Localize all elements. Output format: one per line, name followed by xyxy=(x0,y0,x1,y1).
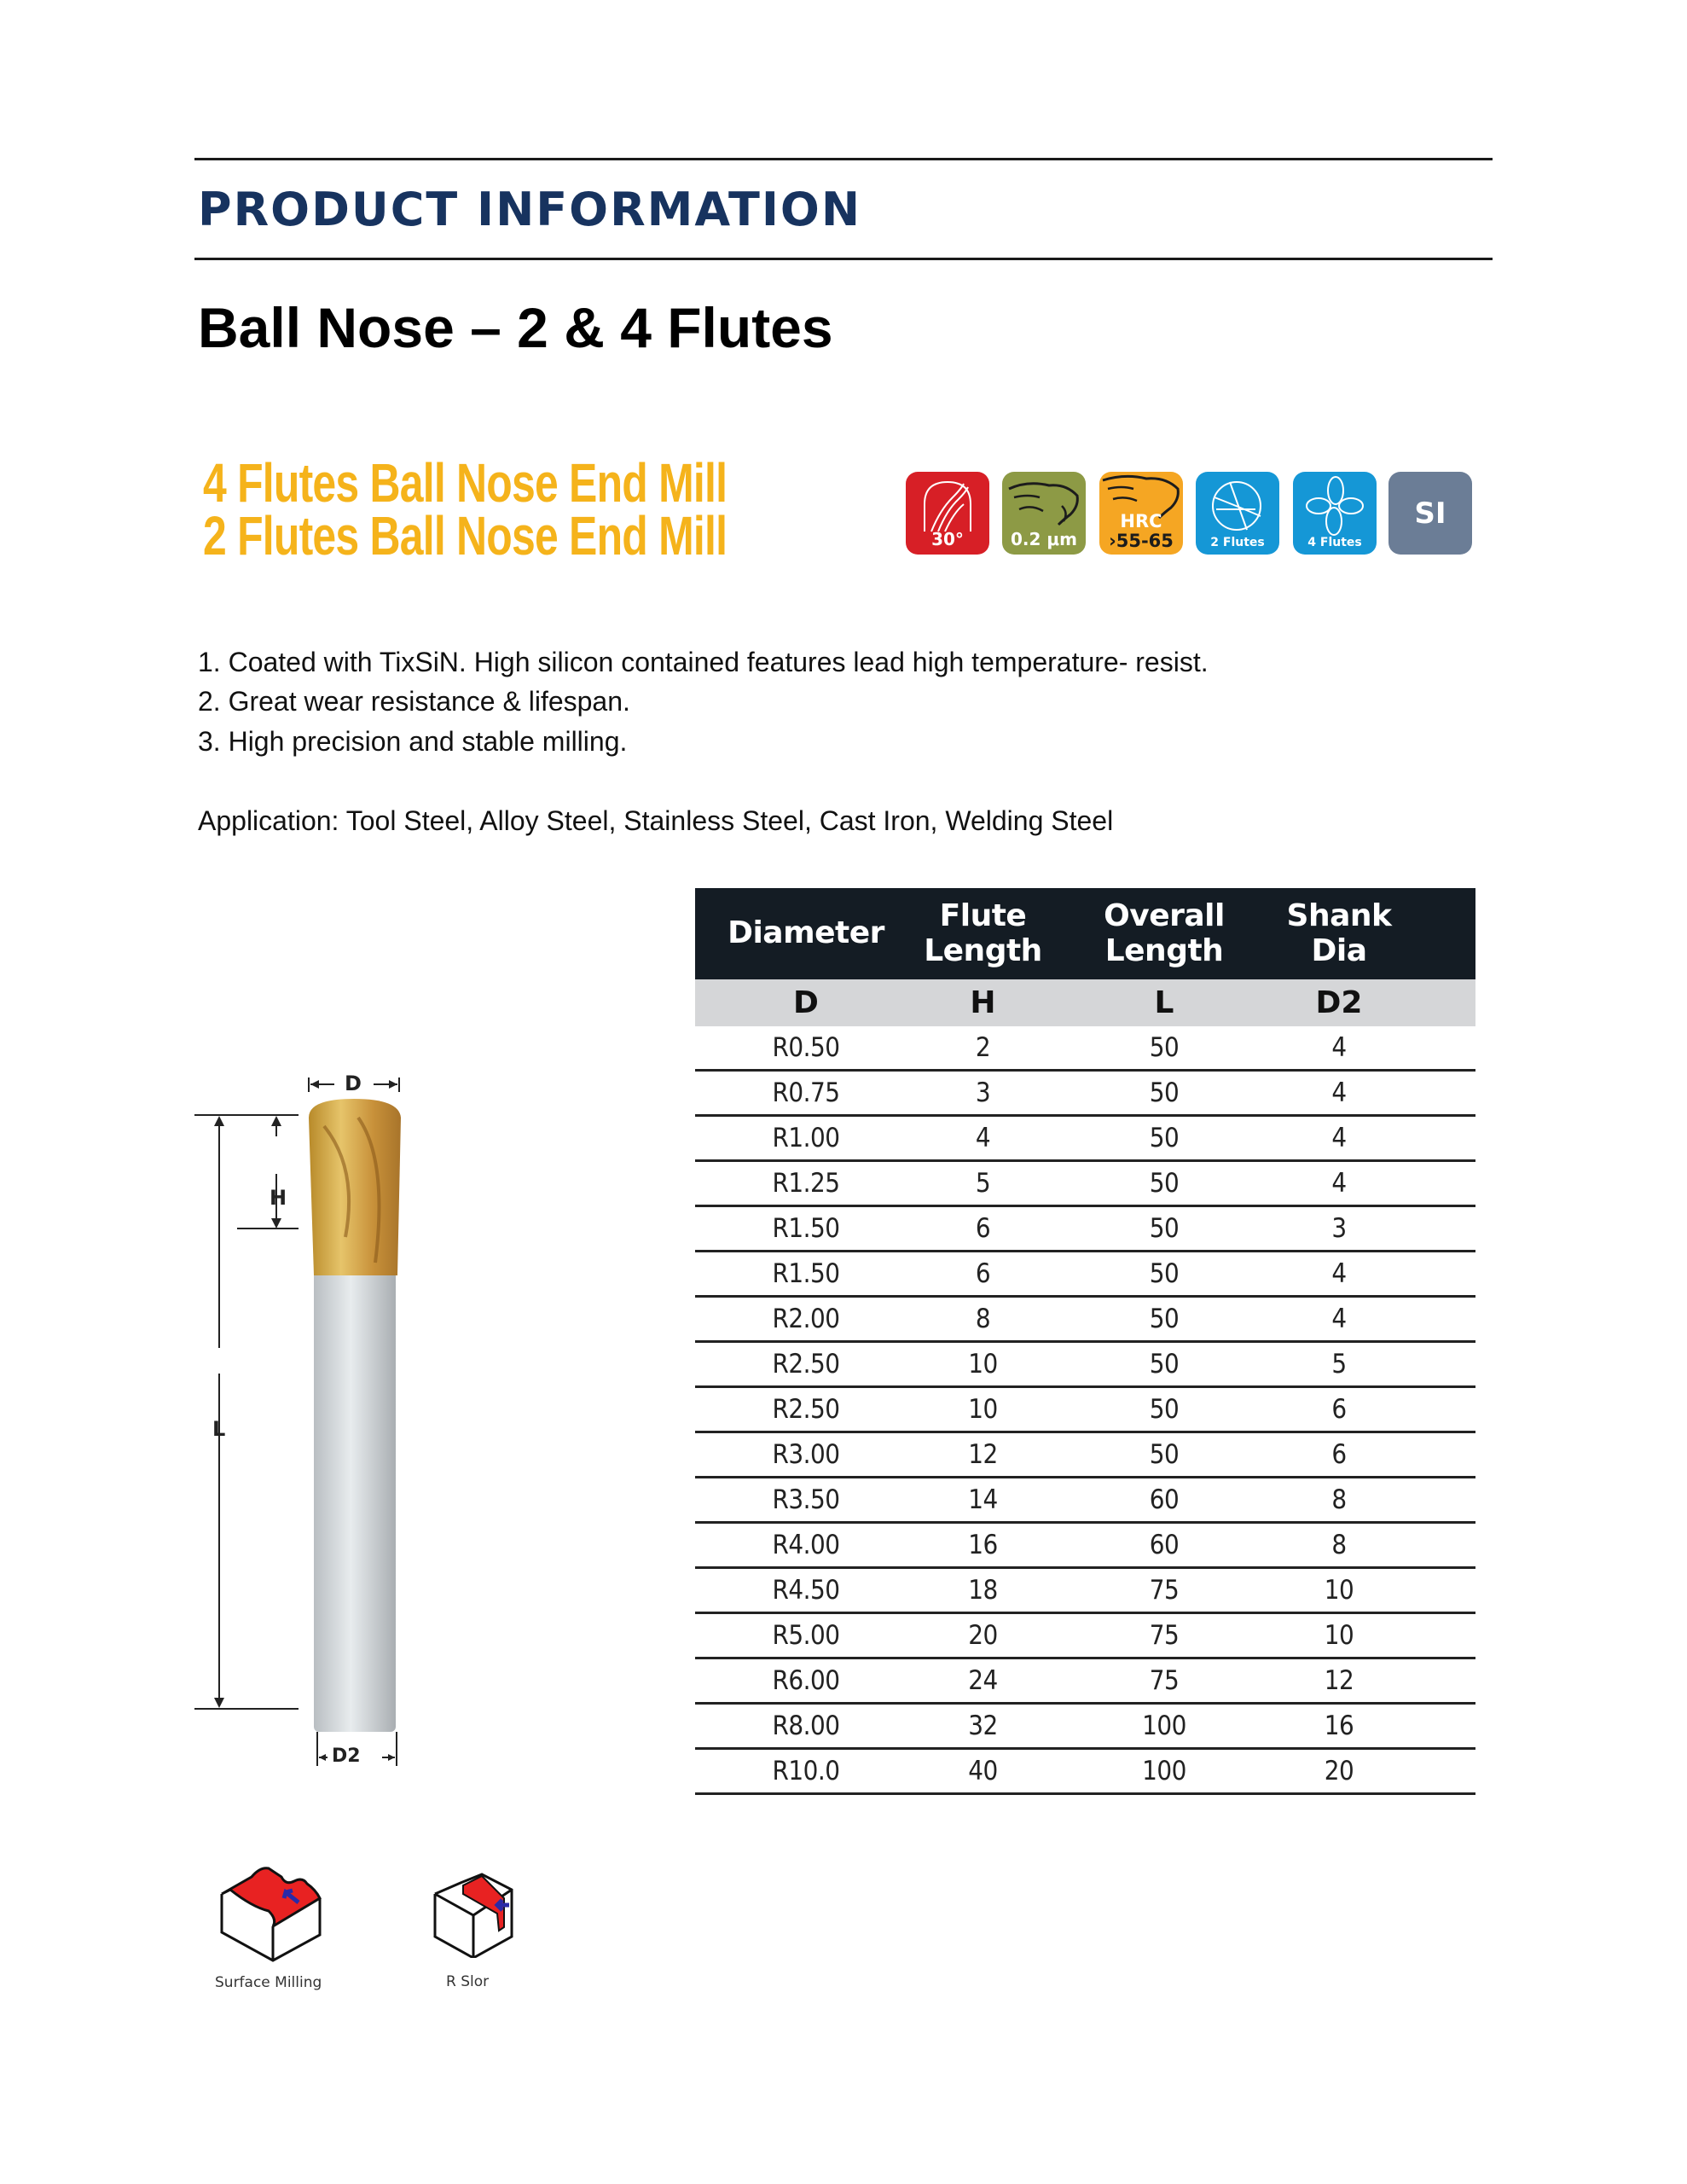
badge-4-flutes xyxy=(1293,472,1377,555)
cell-overall-length: 50 xyxy=(1149,1349,1180,1380)
end-mill-diagram xyxy=(188,1066,443,1792)
table-row xyxy=(695,1252,1475,1298)
top-divider xyxy=(194,158,1493,160)
badge-surface-finish xyxy=(1002,472,1086,555)
table-row xyxy=(695,1705,1475,1750)
dimension-label-l: L xyxy=(212,1417,226,1441)
cell-flute-length: 8 xyxy=(975,1304,991,1334)
cell-shank-dia: 4 xyxy=(1331,1168,1347,1199)
cell-shank-dia: 4 xyxy=(1331,1032,1347,1063)
table-row xyxy=(695,1433,1475,1478)
dimension-label-d2: D2 xyxy=(332,1745,361,1767)
table-row xyxy=(695,1478,1475,1524)
badge-caption-top: HRC xyxy=(1120,511,1162,531)
badge-hardness xyxy=(1099,472,1183,555)
cell-overall-length: 75 xyxy=(1149,1620,1180,1651)
cell-diameter: R6.00 xyxy=(772,1665,840,1696)
table-row xyxy=(695,1117,1475,1162)
header-text: Dia xyxy=(1311,932,1367,968)
cell-diameter: R0.50 xyxy=(772,1032,840,1063)
cell-overall-length: 50 xyxy=(1149,1032,1180,1063)
dimension-label-h: H xyxy=(270,1186,287,1210)
cell-shank-dia: 16 xyxy=(1324,1711,1354,1741)
header-text: Length xyxy=(1104,932,1224,968)
cell-overall-length: 50 xyxy=(1149,1394,1180,1425)
header-text: Overall xyxy=(1104,898,1225,934)
cell-shank-dia: 4 xyxy=(1331,1258,1347,1289)
table-row xyxy=(695,1343,1475,1388)
table-header-row xyxy=(695,888,1475,979)
header-text: Diameter xyxy=(728,915,884,951)
feature-item: 3. High precision and stable milling. xyxy=(198,726,628,757)
cell-diameter: R4.50 xyxy=(772,1575,840,1606)
table-row xyxy=(695,1614,1475,1659)
cell-shank-dia: 3 xyxy=(1331,1213,1347,1244)
badge-caption: ›55-65 xyxy=(1109,531,1174,551)
cell-flute-length: 4 xyxy=(975,1123,991,1153)
cell-overall-length: 50 xyxy=(1149,1258,1180,1289)
cell-flute-length: 24 xyxy=(968,1665,998,1696)
badge-caption: 4 Flutes xyxy=(1307,536,1362,549)
cell-diameter: R0.75 xyxy=(772,1077,840,1108)
cell-diameter: R4.00 xyxy=(772,1530,840,1560)
table-symbol-row xyxy=(695,979,1475,1026)
flute-shape xyxy=(309,1099,401,1275)
surface-milling-icon xyxy=(217,1860,328,1962)
table-row xyxy=(695,1569,1475,1614)
symbol-d2: D2 xyxy=(1315,985,1363,1020)
cell-shank-dia: 12 xyxy=(1324,1665,1354,1696)
cell-overall-length: 50 xyxy=(1149,1077,1180,1108)
cell-diameter: R1.25 xyxy=(772,1168,840,1199)
cell-flute-length: 10 xyxy=(968,1349,998,1380)
cell-flute-length: 18 xyxy=(968,1575,998,1606)
cell-overall-length: 60 xyxy=(1149,1530,1180,1560)
cell-flute-length: 14 xyxy=(968,1484,998,1515)
si-coating-icon: SI xyxy=(1414,496,1446,531)
cell-diameter: R2.50 xyxy=(772,1394,840,1425)
cell-shank-dia: 5 xyxy=(1331,1349,1347,1380)
dimension-label-d: D xyxy=(345,1072,362,1095)
badge-caption: 2 Flutes xyxy=(1210,536,1265,549)
cell-shank-dia: 4 xyxy=(1331,1304,1347,1334)
symbol-l: L xyxy=(1154,985,1174,1020)
header-text: Length xyxy=(924,932,1042,968)
cell-diameter: R10.0 xyxy=(772,1756,840,1786)
badge-2-flutes xyxy=(1196,472,1279,555)
section-title: PRODUCT INFORMATION xyxy=(198,183,862,236)
cell-shank-dia: 4 xyxy=(1331,1077,1347,1108)
symbol-h: H xyxy=(970,985,996,1020)
cell-shank-dia: 20 xyxy=(1324,1756,1354,1786)
badge-si-coating xyxy=(1388,472,1472,555)
symbol-d: D xyxy=(793,985,819,1020)
table-row xyxy=(695,1298,1475,1343)
cell-shank-dia: 6 xyxy=(1331,1439,1347,1470)
column-header-shank-dia xyxy=(1279,888,1399,979)
promo-line-2-flutes: 2 Flutes Ball Nose End Mill xyxy=(203,505,728,566)
cell-diameter: R1.50 xyxy=(772,1258,840,1289)
table-row xyxy=(695,1750,1475,1795)
page-heading: Ball Nose – 2 & 4 Flutes xyxy=(198,296,833,359)
header-text: Shank xyxy=(1286,898,1392,934)
cell-shank-dia: 4 xyxy=(1331,1123,1347,1153)
cell-overall-length: 75 xyxy=(1149,1575,1180,1606)
cell-overall-length: 50 xyxy=(1149,1304,1180,1334)
cell-flute-length: 10 xyxy=(968,1394,998,1425)
table-row xyxy=(695,1026,1475,1072)
cell-diameter: R5.00 xyxy=(772,1620,840,1651)
cell-flute-length: 40 xyxy=(968,1756,998,1786)
shank-shape xyxy=(314,1271,396,1732)
cell-diameter: R1.00 xyxy=(772,1123,840,1153)
spec-table xyxy=(695,888,1475,1795)
cell-diameter: R2.50 xyxy=(772,1349,840,1380)
cell-shank-dia: 6 xyxy=(1331,1394,1347,1425)
cell-diameter: R3.00 xyxy=(772,1439,840,1470)
table-row xyxy=(695,1388,1475,1433)
cell-shank-dia: 8 xyxy=(1331,1530,1347,1560)
column-header-flute-length xyxy=(917,888,1049,979)
cell-overall-length: 50 xyxy=(1149,1213,1180,1244)
cell-flute-length: 16 xyxy=(968,1530,998,1560)
header-text: Flute xyxy=(939,898,1027,934)
cell-overall-length: 50 xyxy=(1149,1123,1180,1153)
cell-flute-length: 6 xyxy=(975,1258,991,1289)
cell-shank-dia: 10 xyxy=(1324,1620,1354,1651)
feature-item: 1. Coated with TixSiN. High silicon contained features lead high temperature- resist. xyxy=(198,647,1209,677)
table-row xyxy=(695,1207,1475,1252)
table-row xyxy=(695,1162,1475,1207)
header-divider xyxy=(194,258,1493,260)
cell-flute-length: 3 xyxy=(975,1077,991,1108)
cell-overall-length: 100 xyxy=(1142,1756,1186,1786)
r-slot-label: R Slor xyxy=(446,1973,490,1990)
table-row xyxy=(695,1072,1475,1117)
table-row xyxy=(695,1659,1475,1705)
application-text: Application: Tool Steel, Alloy Steel, Stainless Steel, Cast Iron, Welding Steel xyxy=(198,805,1114,836)
cell-overall-length: 50 xyxy=(1149,1439,1180,1470)
feature-item: 2. Great wear resistance & lifespan. xyxy=(198,686,630,717)
cell-overall-length: 75 xyxy=(1149,1665,1180,1696)
surface-milling-label: Surface Milling xyxy=(215,1974,322,1991)
cell-flute-length: 20 xyxy=(968,1620,998,1651)
cell-diameter: R1.50 xyxy=(772,1213,840,1244)
table-body xyxy=(695,1026,1475,1795)
cell-overall-length: 60 xyxy=(1149,1484,1180,1515)
table-row xyxy=(695,1524,1475,1569)
cell-overall-length: 100 xyxy=(1142,1711,1186,1741)
cell-shank-dia: 10 xyxy=(1324,1575,1354,1606)
cell-diameter: R8.00 xyxy=(772,1711,840,1741)
cell-flute-length: 6 xyxy=(975,1213,991,1244)
badge-helix-angle xyxy=(906,472,989,555)
badge-caption: 0.2 μm xyxy=(1011,529,1077,549)
cell-overall-length: 50 xyxy=(1149,1168,1180,1199)
column-header-overall-length xyxy=(1049,888,1279,979)
cell-diameter: R2.00 xyxy=(772,1304,840,1334)
cell-diameter: R3.50 xyxy=(772,1484,840,1515)
cell-flute-length: 5 xyxy=(975,1168,991,1199)
badge-caption: 30° xyxy=(931,529,964,549)
column-header-diameter xyxy=(695,888,917,979)
cell-shank-dia: 8 xyxy=(1331,1484,1347,1515)
cell-flute-length: 12 xyxy=(968,1439,998,1470)
cell-flute-length: 2 xyxy=(975,1032,991,1063)
r-slot-icon xyxy=(431,1864,516,1958)
cell-flute-length: 32 xyxy=(968,1711,998,1741)
promo-line-4-flutes: 4 Flutes Ball Nose End Mill xyxy=(203,452,728,514)
